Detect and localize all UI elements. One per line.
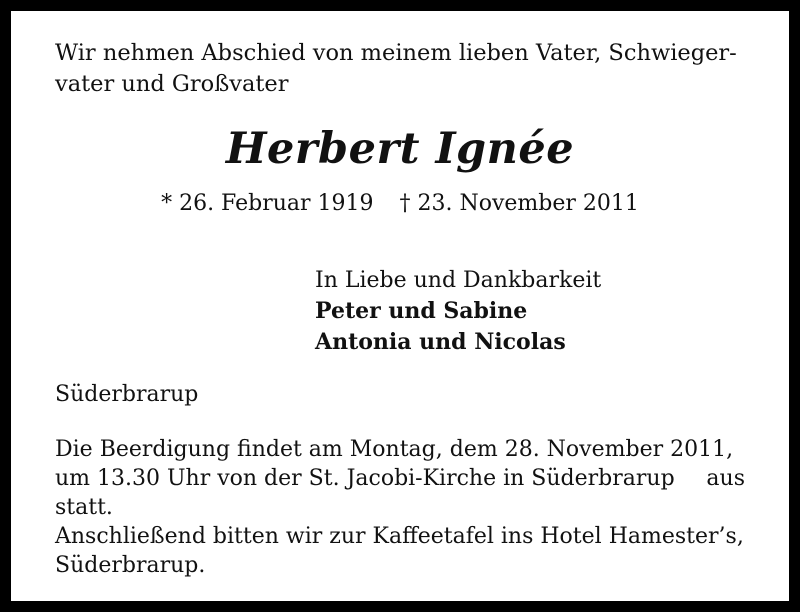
mourners-block: [315, 265, 601, 358]
funeral-line-part: aus: [706, 466, 745, 491]
funeral-line: Anschließend bitten wir zur Kaffeetafel ins Hotel Hamester’s,: [55, 524, 744, 549]
mourner-names: Antonia und Nicolas: [315, 329, 566, 355]
funeral-line: statt.: [55, 495, 113, 520]
intro-line: vater und Großvater: [55, 71, 289, 97]
life-dates: [11, 189, 789, 219]
intro-line: Wir nehmen Abschied von meinem lieben Vater, Schwieger-: [55, 40, 737, 66]
funeral-line: [55, 464, 745, 493]
funeral-line: Die Beerdigung findet am Montag, dem 28. November 2011,: [55, 437, 734, 462]
funeral-line-part: um 13.30 Uhr von der St. Jacobi-Kirche in Süderbrarup: [55, 466, 675, 491]
funeral-details: [55, 435, 745, 580]
death-date: † 23. November 2011: [399, 191, 639, 216]
funeral-line: Süderbrarup.: [55, 553, 206, 578]
deceased-name: Herbert Ignée: [225, 124, 575, 174]
mourner-names: Peter und Sabine: [315, 298, 528, 324]
birth-date: * 26. Februar 1919: [161, 191, 374, 216]
dedication-text: In Liebe und Dankbarkeit: [315, 268, 602, 293]
intro-text: [55, 38, 755, 100]
place-name: Süderbrarup: [55, 382, 199, 407]
